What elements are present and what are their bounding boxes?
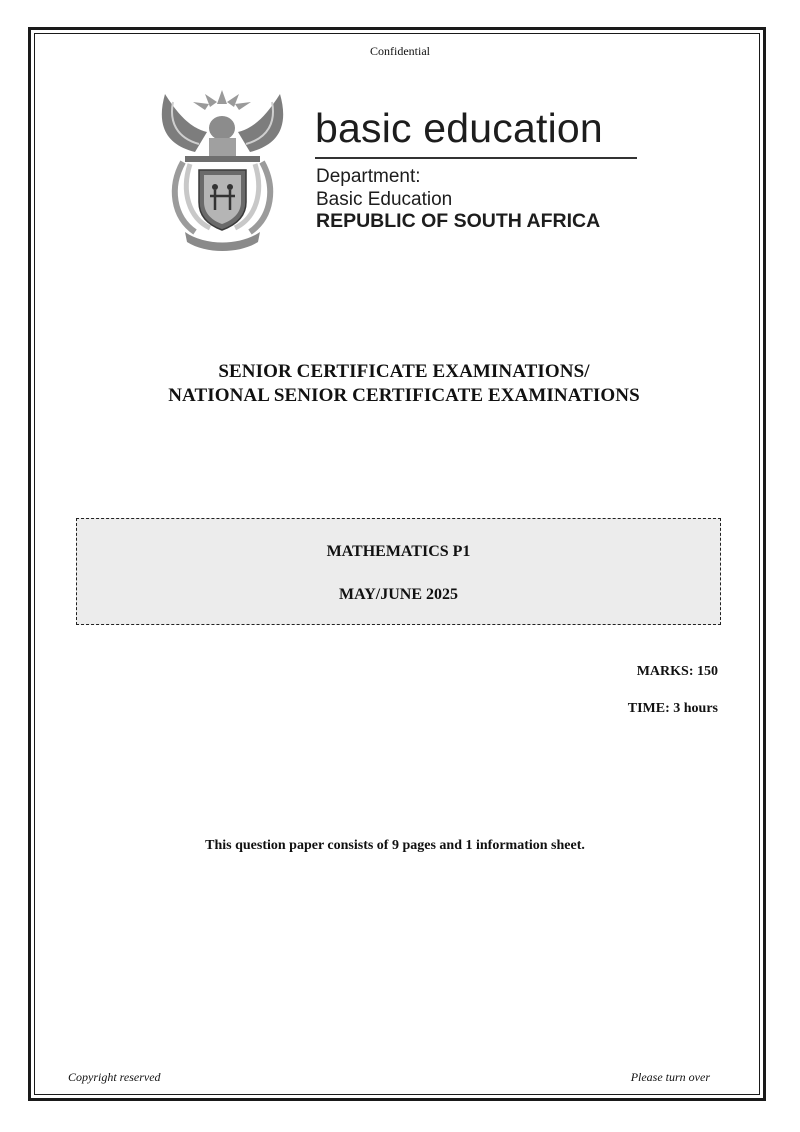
exam-heading-line1: SENIOR CERTIFICATE EXAMINATIONS/ [218, 361, 590, 382]
department-label: Department: [316, 166, 421, 187]
marks-total: MARKS: 150 [636, 664, 718, 679]
subject-title: MATHEMATICS P1 [326, 543, 471, 560]
coat-of-arms-icon [155, 82, 290, 252]
turn-over-notice: Please turn over [630, 1070, 710, 1084]
confidential-label: Confidential [370, 44, 430, 58]
brand-title: basic education [315, 105, 603, 151]
exam-session: MAY/JUNE 2025 [339, 586, 458, 603]
pages-note: This question paper consists of 9 pages and 1 information sheet. [205, 838, 585, 853]
copyright-notice: Copyright reserved [68, 1070, 161, 1084]
exam-heading-line2: NATIONAL SENIOR CERTIFICATE EXAMINATIONS [168, 385, 640, 406]
department-name: Basic Education [316, 189, 453, 210]
subject-box [76, 518, 721, 625]
time-allowed: TIME: 3 hours [627, 701, 718, 716]
brand-divider [315, 157, 637, 159]
country-name: REPUBLIC OF SOUTH AFRICA [316, 210, 601, 232]
